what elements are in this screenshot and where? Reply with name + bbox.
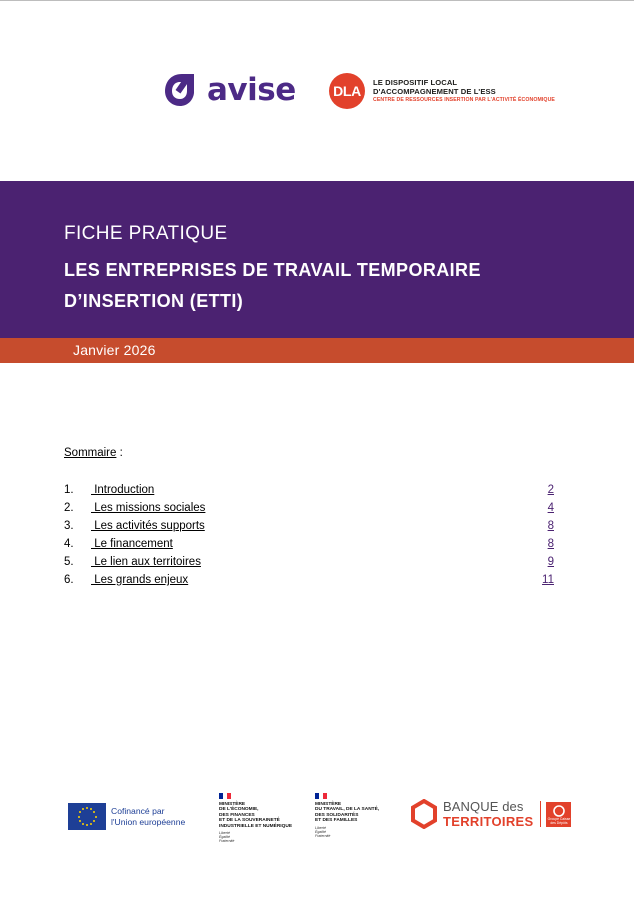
eu-star	[93, 820, 95, 822]
ministry-economy-line: MINISTÈRE	[219, 802, 246, 807]
toc-page-link[interactable]: 2	[547, 484, 554, 496]
eu-star	[90, 808, 92, 810]
document-title-line-1: LES ENTREPRISES DE TRAVAIL TEMPORAIRE	[64, 260, 481, 280]
table-of-contents	[64, 484, 554, 592]
eu-star	[95, 816, 97, 818]
eu-star	[78, 816, 80, 818]
eu-star	[93, 811, 95, 813]
dla-line-1: LE DISPOSITIF LOCAL	[373, 78, 458, 87]
toc-row[interactable]	[64, 574, 554, 592]
toc-row[interactable]	[64, 520, 554, 538]
toc-title-label: Sommaire	[64, 447, 117, 459]
toc-number: 6.	[64, 574, 74, 586]
eu-line-2: l'Union européenne	[111, 816, 186, 827]
top-border	[0, 0, 634, 1]
dla-logo	[329, 73, 555, 109]
toc-number: 2.	[64, 502, 74, 514]
ministry-economy-line: ET DE LA SOUVERAINETÉ	[219, 818, 280, 824]
eu-flag-icon	[68, 803, 106, 830]
toc-page-link[interactable]: 4	[547, 502, 554, 514]
ministry-labour-logo	[315, 793, 379, 838]
ministry-economy-line: DE L'ÉCONOMIE,	[219, 807, 259, 813]
ministry-labour-line: MINISTÈRE	[315, 802, 342, 807]
dla-line-3: CENTRE DE RESSOURCES INSERTION PAR L'ACTIVITÉ ÉCONOMIQUE	[373, 97, 555, 103]
toc-page-link[interactable]: 8	[547, 538, 554, 550]
ministry-economy-line: INDUSTRIELLE ET NUMÉRIQUE	[219, 823, 293, 829]
ministry-labour-line: ET DES FAMILLES	[315, 818, 358, 824]
toc-row[interactable]	[64, 556, 554, 574]
eu-star	[79, 811, 81, 813]
french-flag-icon	[315, 793, 327, 799]
republic-motto: Liberté Égalité Fraternité	[315, 825, 331, 839]
banque-text	[443, 799, 533, 829]
caisse-des-depots-logo	[546, 802, 571, 827]
ministry-labour-line: DES SOLIDARITÉS	[315, 812, 359, 818]
toc-link-introduction[interactable]: Introduction	[91, 484, 155, 496]
cdc-text: Groupe Caisse des Dépôts	[547, 816, 571, 825]
eu-star	[86, 824, 88, 826]
toc-link-financement[interactable]: Le financement	[91, 538, 173, 550]
toc-row[interactable]	[64, 538, 554, 556]
toc-link-activites-supports[interactable]: Les activités supports	[91, 520, 205, 532]
ministry-economy-logo	[219, 793, 292, 844]
eu-star	[79, 820, 81, 822]
dla-text-block	[373, 78, 555, 104]
avise-logo	[162, 70, 296, 110]
eu-cofinance-logo	[68, 803, 185, 830]
title-band	[0, 181, 634, 338]
dla-badge: DLA	[329, 73, 365, 109]
toc-number: 1.	[64, 484, 74, 496]
toc-row[interactable]	[64, 502, 554, 520]
toc-number: 4.	[64, 538, 74, 550]
document-kicker: FICHE PRATIQUE	[64, 223, 228, 244]
toc-page-link[interactable]: 11	[542, 574, 554, 586]
document-title	[64, 255, 481, 317]
french-flag-icon	[219, 793, 231, 799]
eu-star	[90, 823, 92, 825]
avise-mark-icon	[162, 71, 198, 109]
banque-line-1: BANQUE des	[443, 799, 524, 814]
eu-star	[82, 808, 84, 810]
hexagon-icon	[410, 799, 438, 829]
ministry-labour-line: DU TRAVAIL, DE LA SANTÉ,	[315, 807, 380, 813]
banque-divider	[540, 801, 541, 827]
avise-wordmark: avise	[207, 72, 296, 108]
eu-star	[86, 807, 88, 809]
document-title-line-2: D’INSERTION (ETTI)	[64, 291, 244, 311]
toc-page-link[interactable]: 8	[547, 520, 554, 532]
eu-star	[82, 823, 84, 825]
eu-text	[111, 806, 185, 828]
eu-line-1: Cofinancé par	[111, 805, 165, 816]
date-band	[0, 338, 634, 363]
republic-motto: Liberté Égalité Fraternité	[219, 831, 235, 844]
toc-link-missions-sociales[interactable]: Les missions sociales	[91, 502, 206, 514]
dla-line-2: D'ACCOMPAGNEMENT DE L'ESS	[373, 87, 496, 96]
banque-line-2: TERRITOIRES	[443, 814, 534, 829]
toc-link-lien-territoires[interactable]: Le lien aux territoires	[91, 556, 201, 568]
toc-number: 3.	[64, 520, 74, 532]
toc-row[interactable]	[64, 484, 554, 502]
toc-page-link[interactable]: 9	[547, 556, 554, 568]
toc-number: 5.	[64, 556, 74, 568]
banque-des-territoires-logo	[410, 799, 571, 829]
document-date: Janvier 2026	[73, 342, 156, 358]
toc-title	[64, 447, 123, 459]
toc-title-suffix: :	[116, 447, 123, 459]
toc-link-grands-enjeux[interactable]: Les grands enjeux	[91, 574, 189, 586]
cdc-circle-icon	[552, 805, 566, 817]
ministry-economy-line: DES FINANCES	[219, 812, 255, 818]
